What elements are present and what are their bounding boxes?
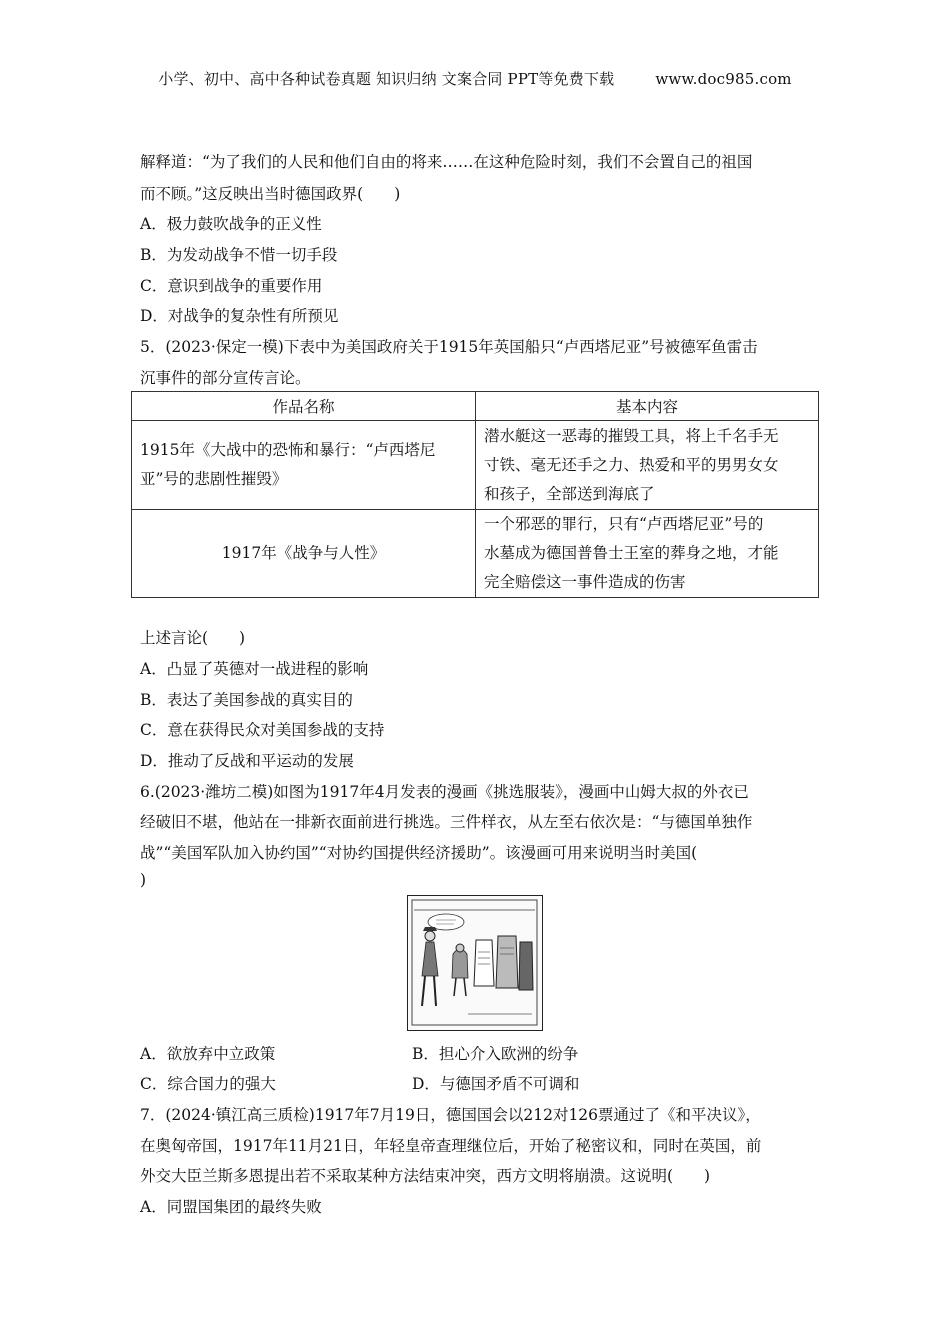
- table-header-content: 基本内容: [476, 392, 819, 421]
- cell-line: 1915年《大战中的恐怖和暴行：“卢西塔尼: [140, 441, 436, 459]
- table-cell-content: [476, 421, 819, 510]
- cartoon-image: [407, 895, 543, 1031]
- q4-option-a: A．极力鼓吹战争的正义性: [140, 215, 322, 233]
- cell-line: 1917年《战争与人性》: [221, 544, 386, 562]
- table-header-name: 作品名称: [132, 392, 476, 421]
- q6-line1: 6.(2023·潍坊二模)如图为1917年4月发表的漫画《挑选服装》，漫画中山姆大叔的外衣已: [140, 783, 749, 801]
- q5-option-c: C．意在获得民众对美国参战的支持: [140, 721, 385, 739]
- cell-line: 和孩子，全部送到海底了: [484, 484, 655, 503]
- q6-line4: ): [140, 871, 147, 889]
- cell-line: 寸铁、毫无还手之力、热爱和平的男男女女: [484, 455, 779, 474]
- header-site[interactable]: www.doc985.com: [655, 70, 792, 88]
- table-row: [132, 510, 819, 598]
- table-cell-name: [132, 510, 476, 598]
- q7-line2: 在奥匈帝国，1917年11月21日，年轻皇帝查理继位后，开始了秘密议和，同时在英国，前: [140, 1137, 762, 1155]
- table-header-row: [132, 392, 819, 421]
- cell-line: 一个邪恶的罪行，只有“卢西塔尼亚”号的: [484, 515, 764, 533]
- cartoon-drawing: [408, 896, 541, 1029]
- cell-line: 水墓成为德国普鲁士王室的葬身之地，才能: [484, 544, 779, 562]
- q7-line1: 7．(2024·镇江高三质检)1917年7月19日，德国国会以212对126票通过了《和平决议》，: [140, 1106, 761, 1124]
- table-cell-content: [476, 510, 819, 598]
- q4-option-d: D．对战争的复杂性有所预见: [140, 307, 339, 325]
- q6-option-c: C．综合国力的强大: [140, 1075, 276, 1093]
- q4-line2: 而不顾。”这反映出当时德国政界( ): [140, 185, 401, 203]
- table-row: [132, 421, 819, 510]
- cell-line: 亚”号的悲剧性摧毁》: [140, 470, 288, 488]
- q6-line2: 经破旧不堪，他站在一排新衣面前进行挑选。三件样衣，从左至右依次是：“与德国单独作: [140, 813, 753, 831]
- table-cell-name: [132, 421, 476, 510]
- q4-option-b: B．为发动战争不惜一切手段: [140, 246, 338, 264]
- q5-stem: 上述言论( ): [140, 629, 246, 647]
- cell-line: 潜水艇这一恶毒的摧毁工具，将上千名手无: [484, 426, 779, 445]
- page-header: [0, 68, 950, 89]
- q6-line3: 战”“美国军队加入协约国”“对协约国提供经济援助”。该漫画可用来说明当时美国(: [140, 844, 698, 862]
- q6-option-a: A．欲放弃中立政策: [140, 1045, 276, 1063]
- q5-line1: 5．(2023·保定一模)下表中为美国政府关于1915年英国船只“卢西塔尼亚”号被德军鱼雷击: [140, 338, 758, 356]
- q4-option-c: C．意识到战争的重要作用: [140, 277, 323, 295]
- cell-line: 完全赔偿这一事件造成的伤害: [484, 573, 686, 591]
- q6-option-d: D．与德国矛盾不可调和: [412, 1075, 580, 1093]
- q7-option-a: A．同盟国集团的最终失败: [140, 1198, 322, 1216]
- q5-table: [131, 391, 819, 598]
- q5-option-a: A．凸显了英德对一战进程的影响: [140, 660, 369, 678]
- q4-line1: 解释道：“为了我们的人民和他们自由的将来……在这种危险时刻，我们不会置自己的祖国: [140, 153, 753, 171]
- q5-option-d: D．推动了反战和平运动的发展: [140, 752, 354, 770]
- q7-line3: 外交大臣兰斯多恩提出若不采取某种方法结束冲突，西方文明将崩溃。这说明( ): [140, 1167, 711, 1185]
- q5-option-b: B．表达了美国参战的真实目的: [140, 691, 353, 709]
- q5-line2: 沉事件的部分宣传言论。: [140, 369, 311, 387]
- header-text: 小学、初中、高中各种试卷真题 知识归纳 文案合同 PPT等免费下载: [158, 70, 615, 88]
- q6-option-b: B．担心介入欧洲的纷争: [412, 1045, 579, 1063]
